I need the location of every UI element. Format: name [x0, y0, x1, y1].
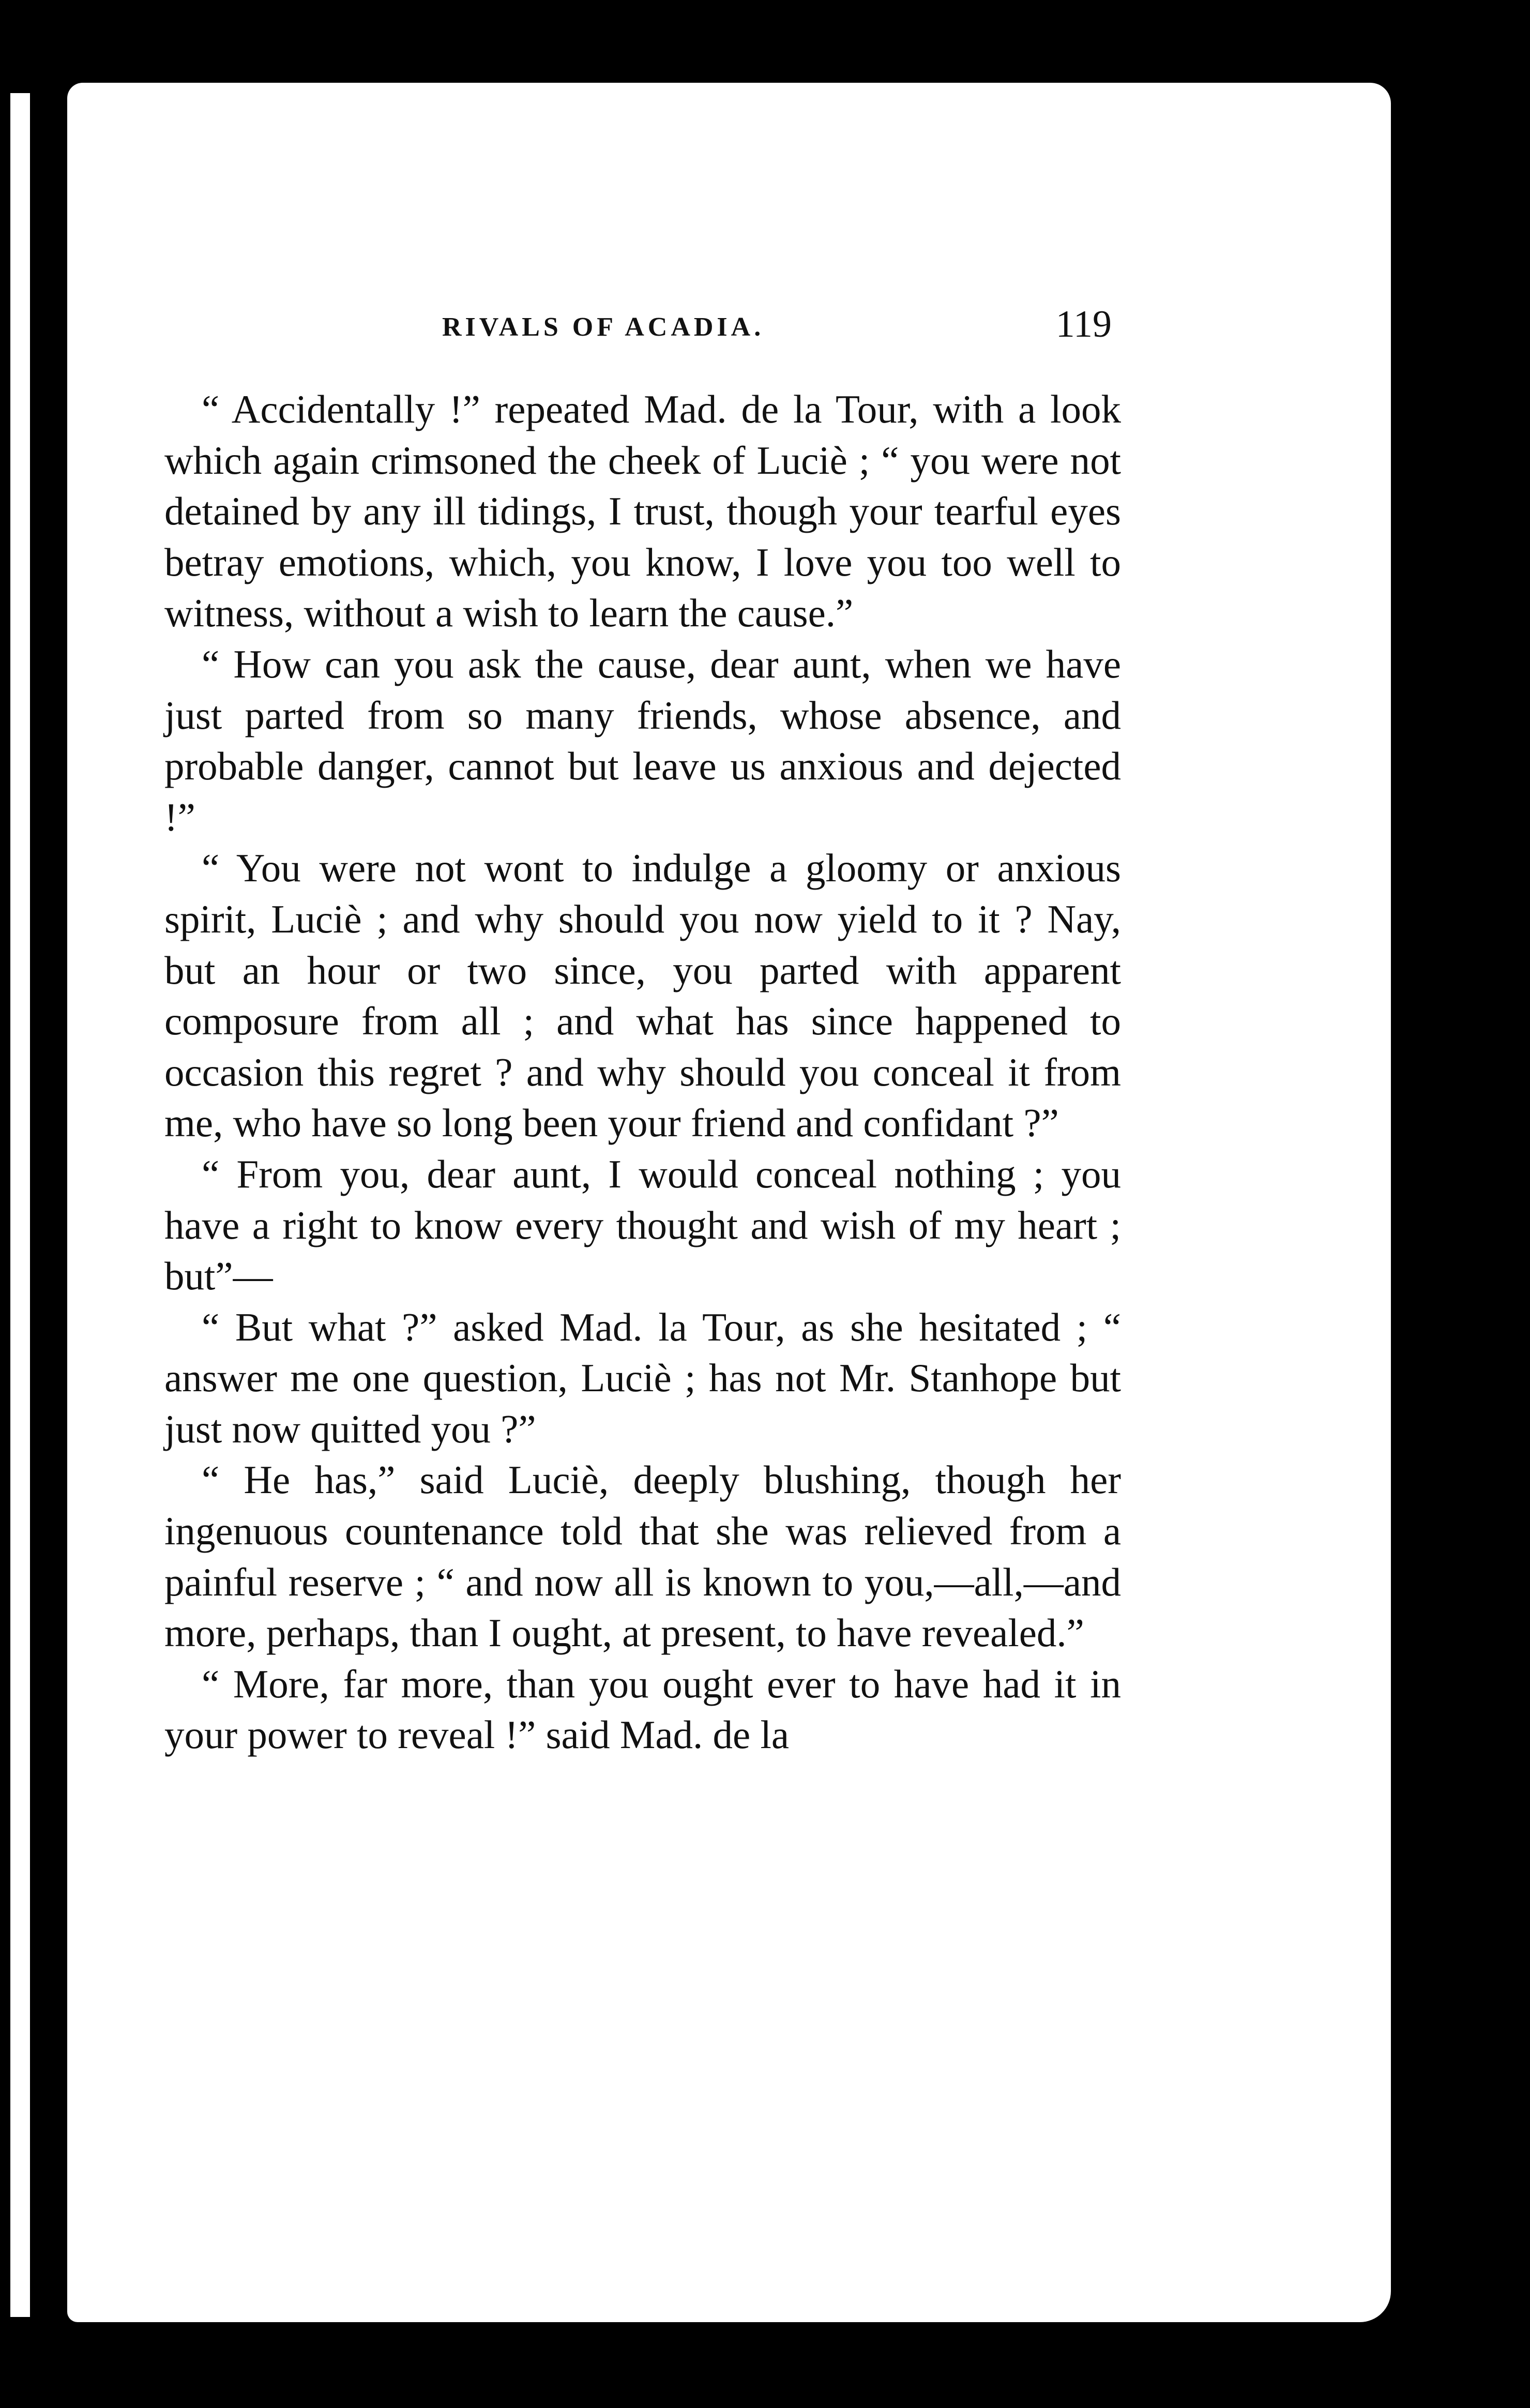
running-head: [442, 303, 1112, 349]
paragraph-5: “ But what ?” asked Mad. la Tour, as she hesitated ; “ answer me one question, Luciè ; has not Mr. Stanhope but just now quitted you ?”: [164, 1304, 1121, 1451]
paragraph-6: “ He has,” said Luciè, deeply blushing, though her ingenuous countenance told that she was relieved from a painful reserve ; “ and now all is known to you,—all,—and more, perhaps, than I ought, at present, to have revealed.”: [164, 1457, 1121, 1656]
paragraph-4: “ From you, dear aunt, I would conceal nothing ; you have a right to know every thought and wish of my heart ; but”—: [164, 1151, 1121, 1299]
body-text: [164, 384, 1121, 1760]
paragraph-3: “ You were not wont to indulge a gloomy or anxious spirit, Luciè ; and why should you now yield to it ? Nay, but an hour or two since, you parted with apparent composure from all ; and what has since happened to occasion this regret ? and why should you conceal it from me, who have so long been your friend and confidant ?”: [164, 846, 1121, 1146]
paragraph-1: “ Accidentally !” repeated Mad. de la Tour, with a look which again crimsoned the cheek of Luciè ; “ you were not detained by any ill tidings, I trust, though your tearful eyes betray emotions, which, you know, I love you too well to witness, without a wish to learn the cause.”: [164, 387, 1121, 636]
page-edge-strip: [10, 93, 30, 2317]
page-number: 119: [1055, 303, 1112, 345]
paragraph-7: “ More, far more, than you ought ever to have had it in your power to reveal !” said Mad. de la: [164, 1661, 1121, 1757]
running-title: RIVALS OF ACADIA.: [442, 312, 765, 342]
paragraph-2: “ How can you ask the cause, dear aunt, when we have just parted from so many friends, whose absence, and probable danger, cannot but leave us anxious and dejected !”: [164, 641, 1121, 839]
